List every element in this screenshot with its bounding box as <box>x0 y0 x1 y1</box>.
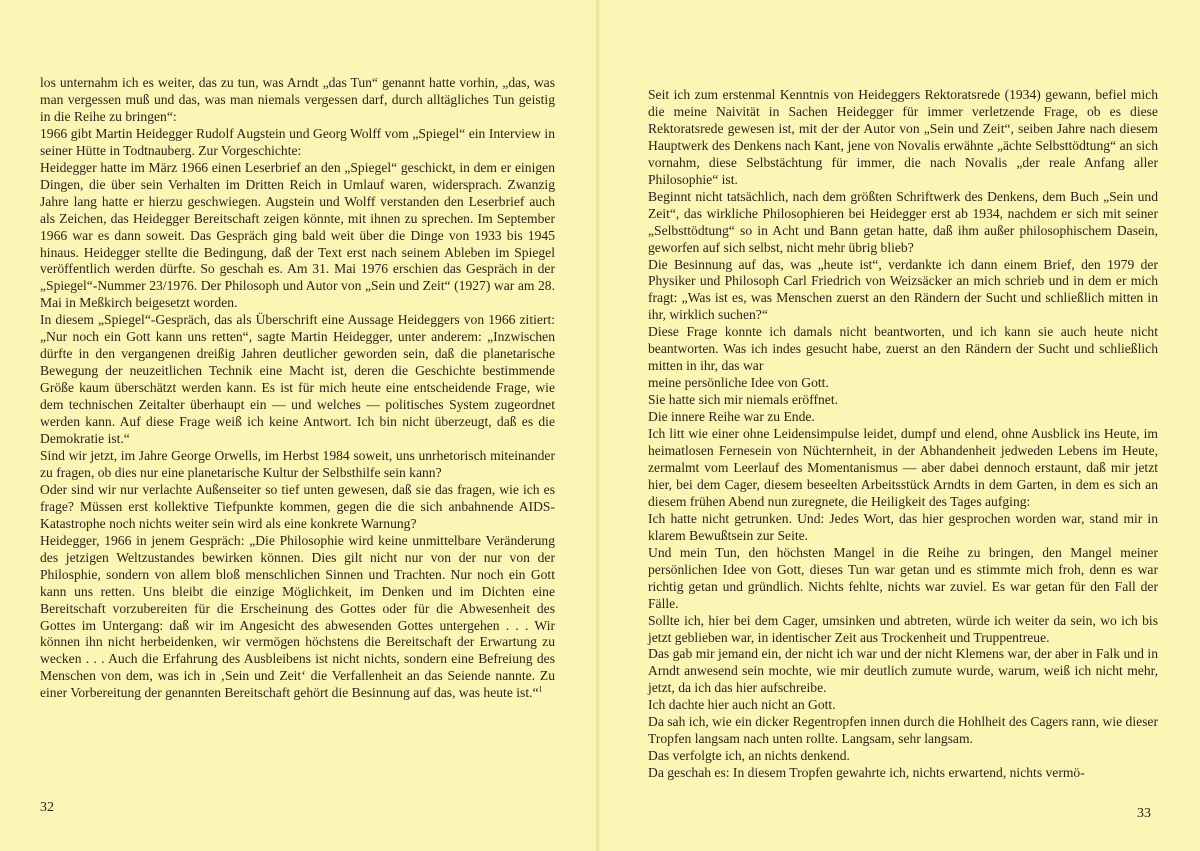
paragraph: Das verfolgte ich, an nichts denkend. <box>648 748 850 764</box>
paragraph: Ich dachte hier auch nicht an Gott. <box>648 697 836 713</box>
paragraph: 1966 gibt Martin Heidegger Rudolf Augstein und Georg Wolff vom „Spiegel“ ein Interview in seiner Hütte in Todtnauberg. Zur Vorgeschichte: <box>40 125 555 158</box>
paragraph: In diesem „Spiegel“-Gespräch, das als Überschrift eine Aussage Heideggers von 1966 zitiert: „Nur noch ein Gott kann uns retten“, sagte Martin Heidegger, unter anderem: „Inzwischen dürfte in den vergangenen dreißig Jahren deutlicher geworden sein, daß die planetarische Bewegung der neuzeitlichen Technik eine Macht ist, deren die Geschichte bestimmende Größe kaum überschätzt werden kann. Es ist für mich heute eine entscheidende Frage, wie dem technischen Zeitalter überhaupt ein — und welches — politisches System zugeordnet werden kann. Auf diese Frage weiß ich keine Antwort. Ich bin nicht überzeugt, daß es die Demokratie ist.“ <box>40 312 555 447</box>
paragraph: Da geschah es: In diesem Tropfen gewahrte ich, nichts erwartend, nichts vermö- <box>648 765 1085 781</box>
paragraph: Diese Frage konnte ich damals nicht beantworten, und ich kann sie auch heute nicht beantworten. Was ich indes gesucht habe, zuerst an den Rändern der Sucht und schließlich mitten in ihr, das war <box>648 324 1158 374</box>
page-number: 32 <box>40 800 54 815</box>
paragraph: Sie hatte sich mir niemals eröffnet. <box>648 392 839 408</box>
left-page-text <box>40 75 555 702</box>
paragraph: Da sah ich, wie ein dicker Regentropfen innen durch die Hohlheit des Cagers rann, wie dieser Tropfen langsam nach unten rollte. Langsam, sehr langsam. <box>648 714 1158 747</box>
paragraph: Und mein Tun, den höchsten Mangel in die Reihe zu bringen, den Mangel meiner persönlichen Idee von Gott, dieses Tun war getan und es stimmte mich froh, denn es war richtig getan und gründlich. Nichts fehlte, nichts war zuviel. Es war getan für den Fall der Fälle. <box>648 544 1158 611</box>
footnote-mark: 1 <box>538 684 543 694</box>
paragraph: Die Besinnung auf das, was „heute ist“, verdankte ich dann einem Brief, den 1979 der Physiker und Philosoph Carl Friedrich von Weizsäcker an mich schrieb und in dem er mich fragt: „Was ist es, was Menschen zuerst an den Rändern der Sucht und schließlich mitten in ihr, wirklich suchen?“ <box>648 256 1158 323</box>
paragraph: Seit ich zum erstenmal Kenntnis von Heideggers Rektoratsrede (1934) gewann, befiel mich die meine Naivität in Sachen Heidegger für immer verletzende Frage, ob es diese Rektoratsrede gewesen ist, mit der der Autor von „Sein und Zeit“, seiben Jahre nach diesem Hauptwerk des Denkens nach Kant, jene von Novalis erwähnte „ächte Selbsttödtung“ an sich vornahm, diese Selbstächtung für immer, die nach Novalis „der reale Anfang aller Philosophie“ ist. <box>648 87 1158 187</box>
paragraph: Sollte ich, hier bei dem Cager, umsinken und abtreten, würde ich weiter da sein, wo ich bis jetzt geblieben war, in identischer Zeit aus Trockenheit und Truppentreue. <box>648 612 1158 645</box>
paragraph: Ich litt wie einer ohne Leidensimpulse leidet, dumpf und elend, ohne Ausblick ins Heute, im heimatlosen Fernesein von Nüchternheit, in der Abhandenheit jedweden Lebens im Heute, zermalmt vom Leerlauf des Momentanismus — aber dabei dennoch erstaunt, daß mir jetzt hier, bei dem Cager, diesem beseelten Arbeitsstück Arndts in dem Garten, in dem es sich an diesem frühen Abend nun zuregnete, die Heiligkeit des Tages aufging: <box>648 426 1158 509</box>
paragraph: Heidegger hatte im März 1966 einen Leserbrief an den „Spiegel“ geschickt, in dem er einigen Dingen, die über sein Verhalten im Dritten Reich in Umlauf waren, widersprach. Zwanzig Jahre lang hatte er hierzu geschwiegen. Augstein und Wolff verstanden den Leserbrief auch als Zeichen, das Heidegger Bereitschaft zeigen könnte, mit ihnen zu sprechen. Im September 1966 war es dann soweit. Das Gespräch ging bald weit über die Dinge von 1933 bis 1945 hinaus. Heidegger stellte die Bedingung, daß der Text erst nach seinem Ableben im Spiegel veröffentlich werden dürfte. So geschah es. Am 31. Mai 1976 erschien das Gespräch in der „Spiegel“-Nummer 23/1976. Der Philosoph und Autor von „Sein und Zeit“ (1927) war am 28. Mai in Meßkirch beigesetzt worden. <box>40 159 555 311</box>
right-page <box>600 0 1200 851</box>
paragraph: Beginnt nicht tatsächlich, nach dem größten Schriftwerk des Denkens, dem Buch „Sein und Zeit“, das wirkliche Philosophieren bei Heidegger erst ab 1934, nachdem er sich mit seiner „Selbsttödtung“ so in Acht und Bann getan hatte, daß ihm außer philosophischem Dasein, geworfen auf sich selbst, nicht mehr übrig blieb? <box>648 188 1158 255</box>
paragraph-text: Heidegger, 1966 in jenem Gespräch: „Die Philosophie wird keine unmittelbare Veränderung des jetzigen Weltzustandes bewirken können. Dies gilt nicht nur von der nur von der Philosphie, sondern von allem bloß menschlichen Sinnen und Trachten. Nur noch ein Gott kann uns retten. Uns bleibt die einzige Möglichkeit, im Denken und im Dichten eine Bereitschaft vorzubereiten für die Erscheinung des Gottes oder für die Abwesenheit des Gottes im Untergang: daß wir im Angesicht des abwesenden Gottes untergehen . . . Wir können ihn nicht herbeidenken, wir vermögen höchstens die Bereitschaft der Erwartung zu wecken . . . Auch die Erfahrung des Ausbleibens ist nicht nichts, sondern eine Befreiung des Menschen von dem, was ich in ‚Sein und Zeit‘ die Verfallenheit an das Seiende nannte. Zu einer Vorbereitung der genannten Bereitschaft gehört die Besinnung auf das, was heute ist.“ <box>40 532 555 701</box>
paragraph: Das gab mir jemand ein, der nicht ich war und der nicht Klemens war, der aber in Falk und in Arndt anwesend sein mochte, wie mir deutlich zumute wurde, warum, weiß ich nicht mehr, jetzt, da ich das hier aufschreibe. <box>648 646 1158 696</box>
page-number: 33 <box>1137 806 1151 821</box>
paragraph: Sind wir jetzt, im Jahre George Orwells, im Herbst 1984 soweit, uns unrhetorisch miteinander zu fragen, ob dies nur eine planetarische Kultur der Selbsthilfe sein kann? <box>40 447 555 480</box>
paragraph: Ich hatte nicht getrunken. Und: Jedes Wort, das hier gesprochen worden war, stand mir in klarem Bewußtsein zur Seite. <box>648 510 1158 543</box>
left-page <box>0 0 596 851</box>
paragraph-with-footnote <box>40 533 555 703</box>
paragraph: los unternahm ich es weiter, das zu tun, was Arndt „das Tun“ genannt hatte vorhin, „das, was man vergessen muß und das, was man niemals vergessen darf, durch alltägliches Tun geistig in die Reihe zu bringen“: <box>40 75 555 124</box>
paragraph: Oder sind wir nur verlachte Außenseiter so tief unten gewesen, daß sie das fragen, wie ich es frage? Müssen erst kollektive Tiefpunkte kommen, gegen die die sich anbahnende AIDS-Katastrophe noch nichts weiter sein wird als eine konkrete Warnung? <box>40 481 555 531</box>
right-page-text <box>648 87 1158 782</box>
paragraph: meine persönliche Idee von Gott. <box>648 375 829 391</box>
paragraph: Die innere Reihe war zu Ende. <box>648 409 815 425</box>
